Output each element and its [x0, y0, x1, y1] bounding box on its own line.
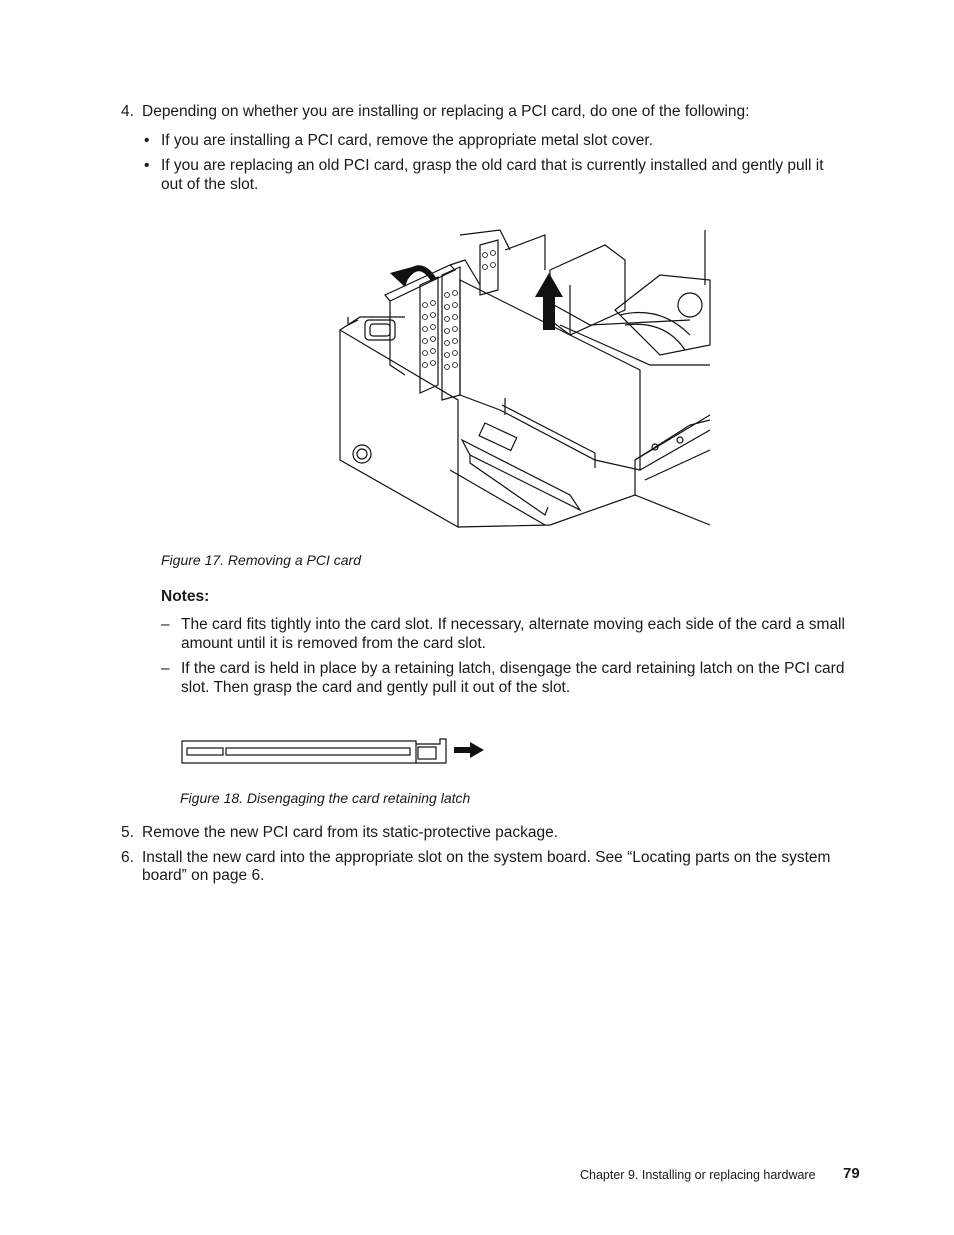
bullet-2-line-2: out of the slot.: [161, 176, 259, 193]
step-5-text: Remove the new PCI card from its static-protective package.: [142, 824, 559, 841]
footer-chapter: Chapter 9. Installing or replacing hardware: [580, 1168, 816, 1182]
figure-18-illustration: [178, 735, 488, 767]
step-6-line-1: Install the new card into the appropriate slot on the system board. See “Locating parts on the system: [142, 849, 831, 866]
bullet-1-text: If you are installing a PCI card, remove the appropriate metal slot cover.: [161, 132, 653, 149]
note-1-marker: –: [161, 616, 170, 633]
figure-17-illustration: [330, 225, 715, 530]
bullet-1-marker: •: [144, 132, 150, 149]
figure-17-caption: Figure 17. Removing a PCI card: [161, 552, 361, 568]
note-2-line-2: slot. Then grasp the card and gently pull it out of the slot.: [181, 679, 571, 696]
step-4-number: 4.: [121, 103, 134, 120]
step-6-number: 6.: [121, 849, 134, 866]
note-1-line-1: The card fits tightly into the card slot. If necessary, alternate moving each side of the card a small: [181, 616, 845, 633]
notes-heading: Notes:: [161, 588, 210, 605]
step-6-line-2: board” on page 6.: [142, 867, 265, 884]
note-2-line-1: If the card is held in place by a retaining latch, disengage the card retaining latch on the PCI card: [181, 660, 845, 677]
bullet-2-line-1: If you are replacing an old PCI card, grasp the old card that is currently installed and gently pull it: [161, 157, 824, 174]
step-5-number: 5.: [121, 824, 134, 841]
figure-18-caption: Figure 18. Disengaging the card retaining latch: [180, 790, 471, 806]
note-2-marker: –: [161, 660, 170, 677]
note-1-line-2: amount until it is removed from the card slot.: [181, 635, 486, 652]
step-4-text: Depending on whether you are installing or replacing a PCI card, do one of the following:: [142, 103, 750, 120]
bullet-2-marker: •: [144, 157, 150, 174]
page-number: 79: [843, 1165, 860, 1182]
